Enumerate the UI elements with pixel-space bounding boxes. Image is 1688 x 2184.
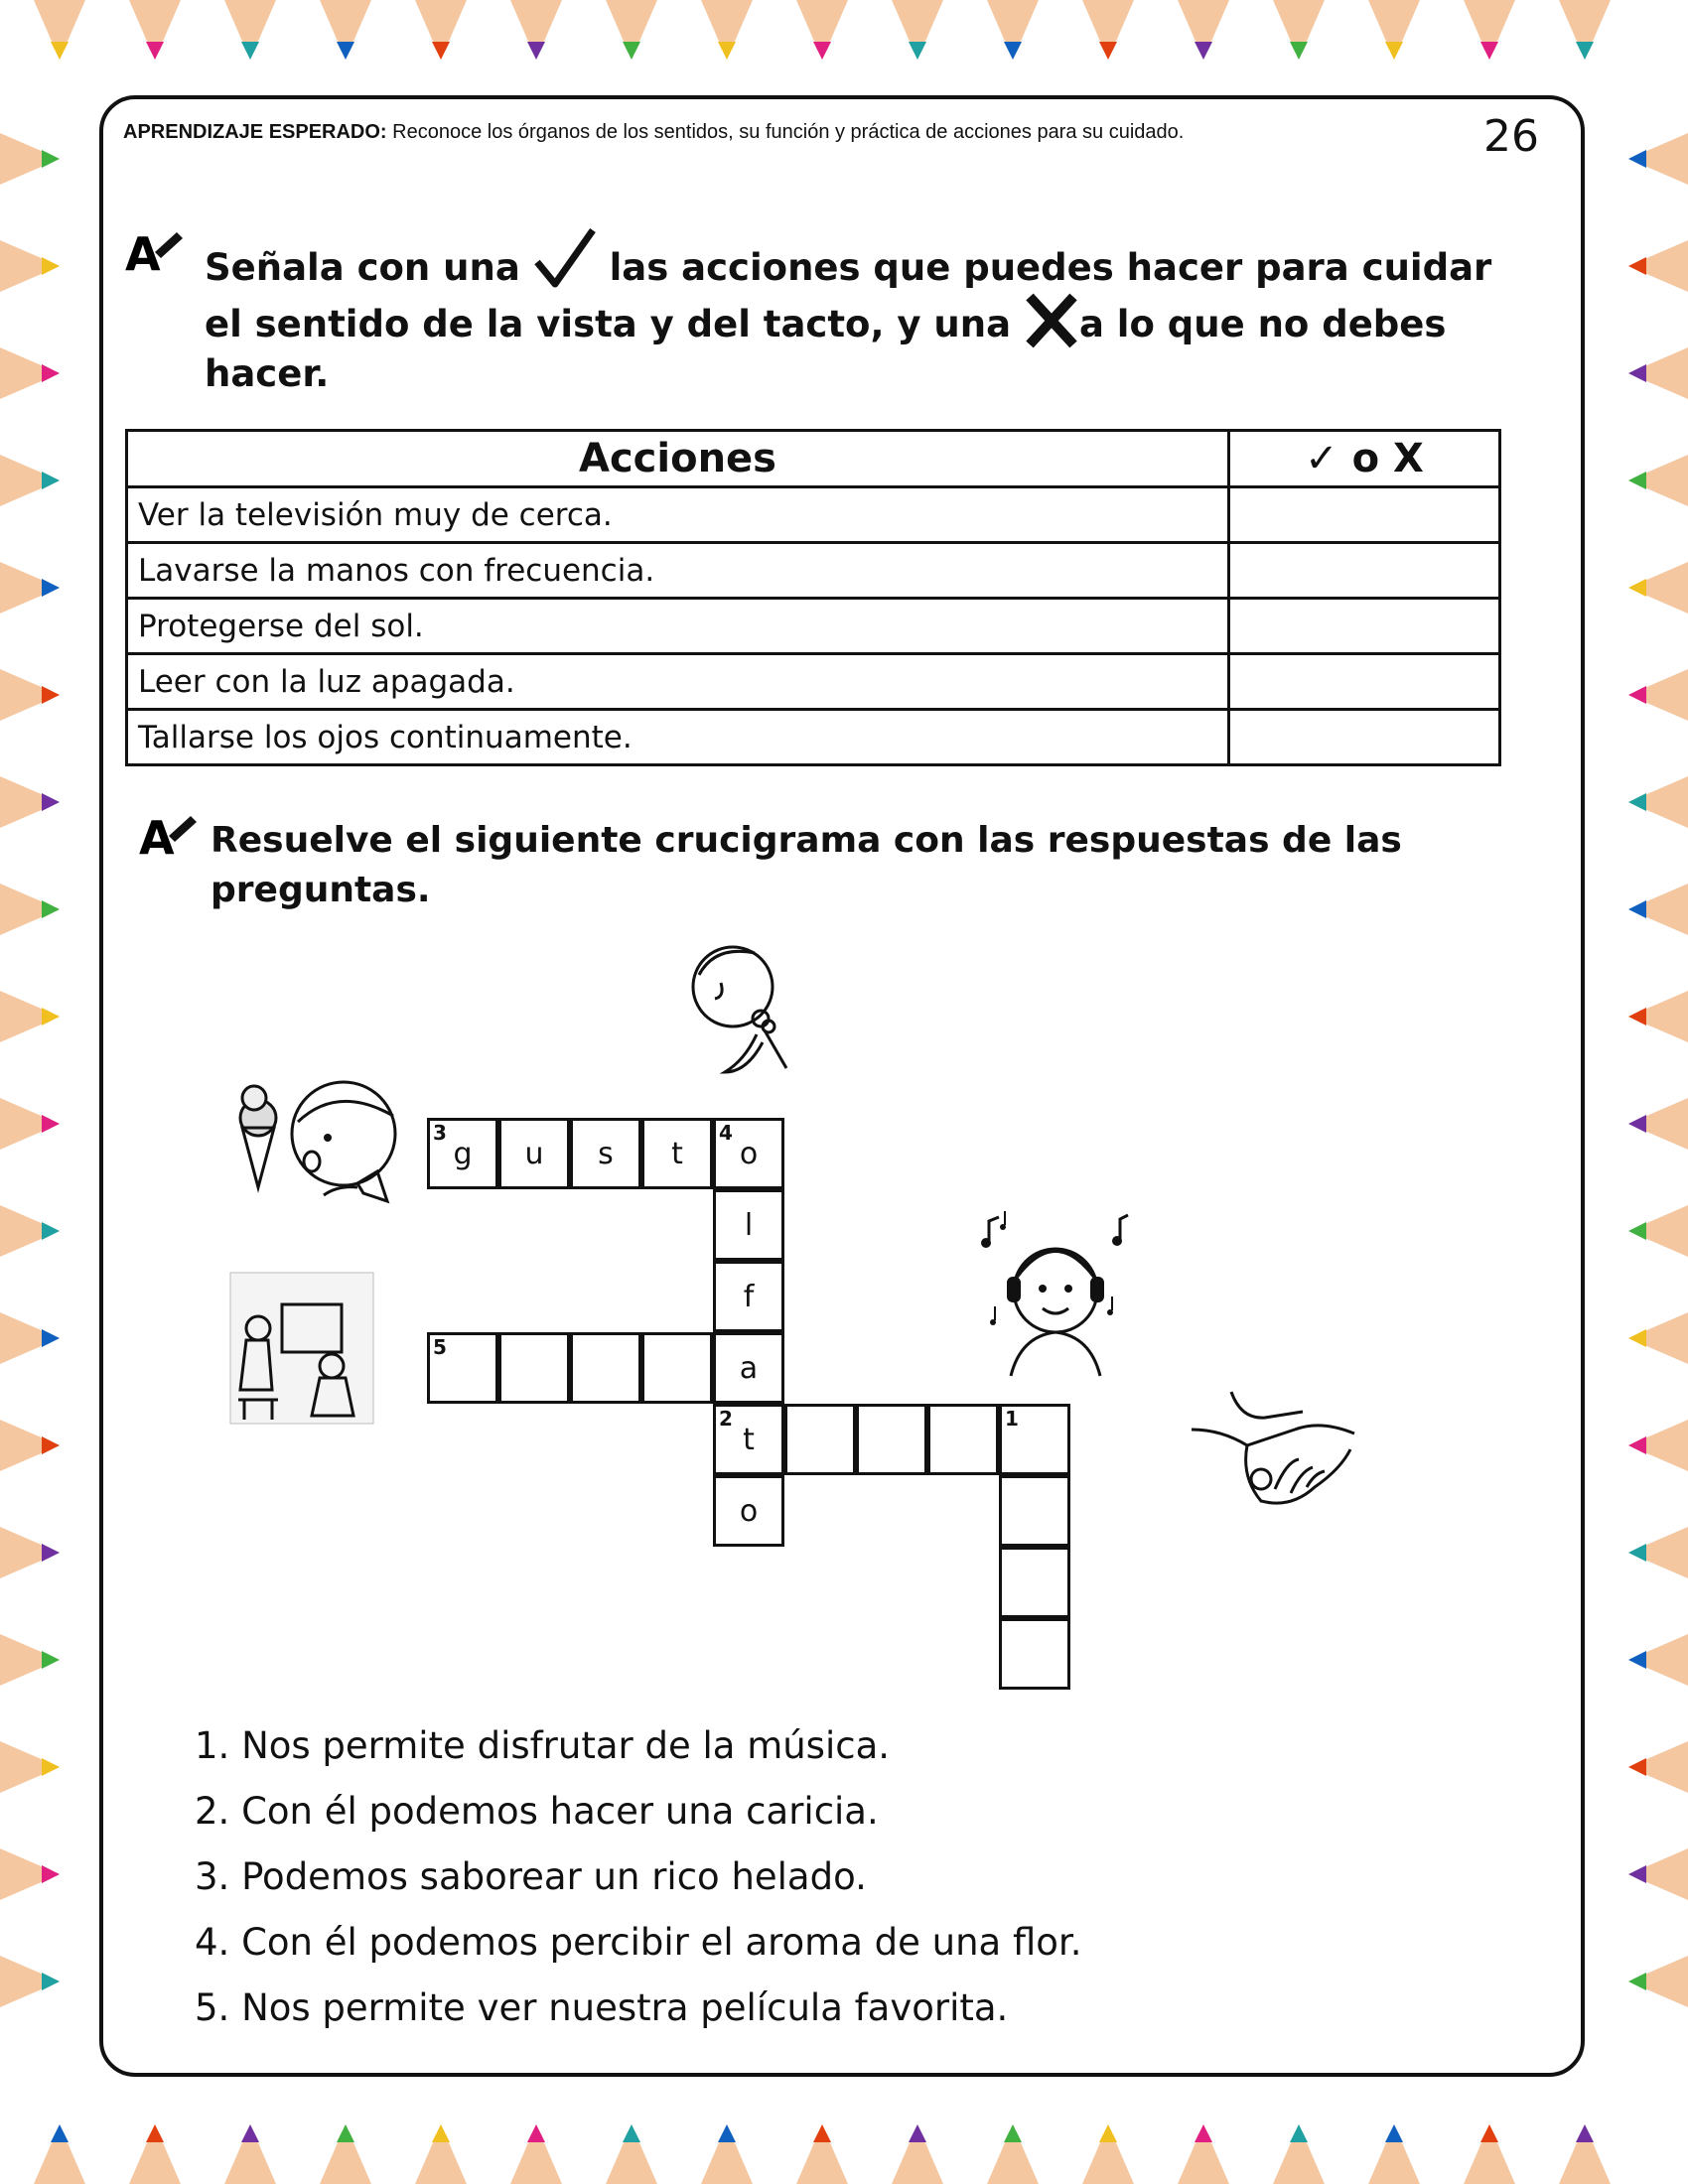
pencil-tip-icon [1628, 1205, 1688, 1257]
pencil-tip-icon [510, 2124, 562, 2184]
crossword-cell[interactable] [999, 1404, 1070, 1475]
clue-1: 1. Nos permite disfrutar de la música. [195, 1724, 891, 1767]
pencil-tip-icon [1628, 133, 1688, 185]
crossword-cell[interactable] [999, 1475, 1070, 1547]
pencil-tip-icon [1628, 1420, 1688, 1471]
instruction-1-part-b: las acciones que puedes hacer para cuidar [609, 246, 1492, 289]
clue-5: 5. Nos permite ver nuestra película favorita. [195, 1986, 1009, 2029]
crossword-cell[interactable] [427, 1332, 498, 1404]
mark-cell[interactable] [1229, 543, 1500, 599]
pencil-tip-icon [1628, 1312, 1688, 1364]
girl-eating-ice-cream-icon [228, 1076, 403, 1211]
pencil-tip-icon [606, 2124, 657, 2184]
pencil-tip-icon [1628, 1741, 1688, 1793]
pencil-tip-icon [320, 0, 371, 60]
pencil-tip-icon [1178, 2124, 1229, 2184]
pencil-tip-icon [0, 1420, 60, 1471]
instruction-1-part-c: el sentido de la vista y del tacto, y una [205, 303, 1012, 345]
pencil-tip-icon [224, 0, 276, 60]
pencil-tip-icon [0, 884, 60, 935]
pencil-tip-icon [1628, 1634, 1688, 1686]
action-text: Leer con la luz apagada. [127, 654, 1229, 710]
children-watching-tv-icon [228, 1271, 375, 1426]
column-header-mark: ✓ o X [1229, 431, 1500, 487]
pencil-tip-icon [0, 1741, 60, 1793]
table-row [127, 599, 1500, 654]
crossword-letter: f [743, 1279, 755, 1314]
pencil-tip-icon [1628, 455, 1688, 506]
pencil-tip-icon [892, 2124, 943, 2184]
crossword-cell[interactable] [713, 1332, 784, 1404]
table-row [127, 543, 1500, 599]
pencil-tip-icon [0, 991, 60, 1042]
pencil-tip-icon [34, 2124, 85, 2184]
crossword-cell[interactable] [999, 1618, 1070, 1690]
boy-with-headphones-icon [981, 1211, 1130, 1380]
pencil-tip-icon [1368, 0, 1420, 60]
crossword-cell[interactable] [498, 1118, 570, 1189]
pencil-tip-icon [701, 2124, 753, 2184]
pencil-tip-icon [1178, 0, 1229, 60]
clue-3: 3. Podemos saborear un rico helado. [195, 1855, 867, 1898]
pencil-tip-icon [1628, 1848, 1688, 1900]
pencil-tip-icon [1628, 776, 1688, 828]
crossword-cell[interactable] [784, 1404, 856, 1475]
crossword-cell[interactable] [999, 1547, 1070, 1618]
pencil-tip-icon [415, 0, 467, 60]
pencil-tip-icon [1628, 669, 1688, 721]
crossword-cell[interactable] [641, 1118, 713, 1189]
crossword-letter: u [524, 1136, 544, 1171]
action-text: Ver la televisión muy de cerca. [127, 487, 1229, 543]
learning-objective-label: APRENDIZAJE ESPERADO: [123, 121, 387, 143]
clue-2: 2. Con él podemos hacer una caricia. [195, 1790, 879, 1833]
pencil-tip-icon [1628, 562, 1688, 614]
pencil-tip-icon [0, 669, 60, 721]
instruction-1-part-a: Señala con una [205, 246, 520, 289]
crossword-letter: t [671, 1136, 683, 1171]
svg-text:A: A [139, 811, 175, 858]
instruction-2: Resuelve el siguiente crucigrama con las respuestas de las preguntas. [211, 820, 1402, 910]
pencil-tip-icon [1082, 2124, 1134, 2184]
pencil-tip-icon [0, 1634, 60, 1686]
pencil-tip-icon [1464, 2124, 1515, 2184]
crossword-cell[interactable] [713, 1189, 784, 1261]
svg-text:A: A [125, 227, 161, 274]
crossword-clue-number: 1 [1005, 1407, 1019, 1431]
pencil-tip-icon [0, 455, 60, 506]
pencil-tip-icon [0, 1312, 60, 1364]
pencil-tip-icon [1628, 347, 1688, 399]
mark-cell[interactable] [1229, 599, 1500, 654]
mark-cell[interactable] [1229, 654, 1500, 710]
pencil-tip-icon [0, 240, 60, 292]
pencil-tip-icon [224, 2124, 276, 2184]
checkmark-icon [533, 228, 597, 288]
pencil-tip-icon [701, 0, 753, 60]
pencil-tip-icon [0, 776, 60, 828]
x-mark-icon [1024, 293, 1079, 348]
crossword-cell[interactable] [713, 1475, 784, 1547]
table-row [127, 710, 1500, 765]
pencil-tip-icon [892, 0, 943, 60]
pencil-tip-icon [0, 1527, 60, 1578]
crossword-cell[interactable] [856, 1404, 927, 1475]
mark-cell[interactable] [1229, 487, 1500, 543]
pencil-tip-icon [129, 2124, 181, 2184]
crossword-cell[interactable] [570, 1332, 641, 1404]
crossword-clues [195, 1713, 1082, 2041]
pencil-tip-icon [0, 1205, 60, 1257]
crossword-cell[interactable] [927, 1404, 999, 1475]
pencil-tip-icon [415, 2124, 467, 2184]
instruction-1-part-d: a lo que no debes hacer. [205, 303, 1447, 395]
crossword-letter: s [598, 1136, 614, 1171]
table-row [127, 487, 1500, 543]
pencil-tip-icon [1559, 2124, 1611, 2184]
crossword-clue-number: 5 [433, 1335, 447, 1359]
pencil-tip-icon [0, 133, 60, 185]
pencil-tip-icon [1273, 2124, 1325, 2184]
crossword-cell[interactable] [641, 1332, 713, 1404]
pencil-tip-icon [1628, 991, 1688, 1042]
pencil-tip-icon [1368, 2124, 1420, 2184]
crossword-letter: a [739, 1350, 759, 1386]
actions-table [125, 429, 1501, 766]
crossword-cell[interactable] [713, 1261, 784, 1332]
pencil-tip-icon [796, 2124, 848, 2184]
pencil-tip-icon [1628, 1098, 1688, 1150]
boy-smelling-flower-icon [685, 939, 796, 1078]
pencil-tip-icon [1559, 0, 1611, 60]
crossword-clue-number: 3 [433, 1121, 447, 1145]
pencil-tip-icon [606, 0, 657, 60]
pencil-tip-icon [1628, 884, 1688, 935]
pencil-tip-icon [0, 1848, 60, 1900]
pencil-tip-icon [1273, 0, 1325, 60]
column-header-actions: Acciones [127, 431, 1229, 487]
worksheet-page [99, 95, 1585, 2077]
action-text: Tallarse los ojos continuamente. [127, 710, 1229, 765]
table-row [127, 654, 1500, 710]
pencil-tip-icon [1628, 240, 1688, 292]
crossword-cell[interactable] [713, 1118, 784, 1189]
crossword-letter: l [744, 1207, 754, 1243]
learning-objective [123, 121, 1184, 144]
crossword-clue-number: 2 [719, 1407, 733, 1431]
pencil-tip-icon [320, 2124, 371, 2184]
crossword-letter: g [453, 1136, 473, 1171]
learning-objective-text: Reconoce los órganos de los sentidos, su función y práctica de acciones para su cuidado. [392, 121, 1185, 143]
crossword-cell[interactable] [570, 1118, 641, 1189]
handshake-icon [1192, 1390, 1356, 1527]
pencil-tip-icon [0, 347, 60, 399]
crossword-letter: o [739, 1493, 759, 1529]
crossword-cell[interactable] [713, 1404, 784, 1475]
pencil-tip-icon [129, 0, 181, 60]
page-number: 26 [1483, 111, 1539, 162]
pencil-tip-icon [796, 0, 848, 60]
clue-4: 4. Con él podemos percibir el aroma de una flor. [195, 1921, 1082, 1964]
action-text: Lavarse la manos con frecuencia. [127, 543, 1229, 599]
pencil-tip-icon [0, 562, 60, 614]
pencil-tip-icon [1628, 1527, 1688, 1578]
pencil-tip-icon [0, 1098, 60, 1150]
pencil-marker-icon [139, 810, 199, 858]
pencil-tip-icon [510, 0, 562, 60]
pencil-tip-icon [987, 0, 1039, 60]
mark-cell[interactable] [1229, 710, 1500, 765]
pencil-tip-icon [34, 0, 85, 60]
pencil-tip-icon [987, 2124, 1039, 2184]
crossword-letter: t [743, 1422, 755, 1457]
crossword-letter: o [739, 1136, 759, 1171]
pencil-tip-icon [0, 1956, 60, 2007]
instruction-1 [205, 228, 1581, 399]
pencil-tip-icon [1464, 0, 1515, 60]
pencil-marker-icon [125, 226, 185, 274]
crossword-cell[interactable] [498, 1332, 570, 1404]
action-text: Protegerse del sol. [127, 599, 1229, 654]
pencil-tip-icon [1628, 1956, 1688, 2007]
pencil-tip-icon [1082, 0, 1134, 60]
crossword-cell[interactable] [427, 1118, 498, 1189]
crossword-clue-number: 4 [719, 1121, 733, 1145]
